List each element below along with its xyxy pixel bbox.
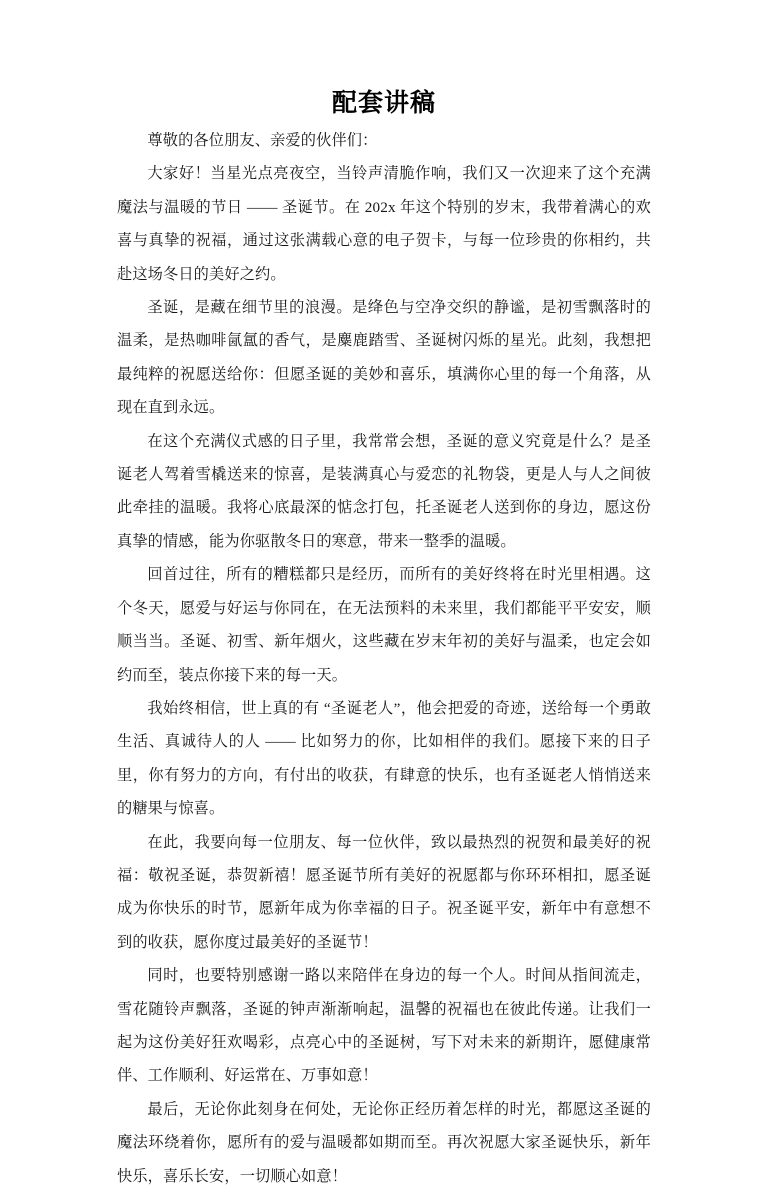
paragraph-gratitude: 同时，也要特别感谢一路以来陪伴在身边的每一个人。时间从指间流走，雪花随铃声飘落，圣诞的钟声渐渐响起，温馨的祝福也在彼此传递。让我们一起为这份美好狂欢喝彩，点亮心中的圣诞树，写下对未来的新期许，愿健康常伴、工作顺利、好运常在、万事如意！ (117, 967, 651, 1085)
paragraph-meaning: 在这个充满仪式感的日子里，我常常会想，圣诞的意义究竟是什么？是圣诞老人驾着雪橇送来的惊喜，是装满真心与爱恋的礼物袋，更是人与人之间彼此牵挂的温暖。我将心底最深的惦念打包，托圣诞老人送到你的身边，愿这份真挚的情感，能为你驱散冬日的寒意，带来一整季的温暖。 (117, 432, 651, 550)
paragraph-belief: 我始终相信，世上真的有 “圣诞老人”，他会把爱的奇迹，送给每一个勇敢生活、真诚待人的人 —— 比如努力的你，比如相伴的我们。愿接下来的日子里，你有努力的方向，有付出的收获，有肆意的快乐，也有圣诞老人悄悄送来的糖果与惊喜。 (117, 699, 651, 818)
paragraph-closing: 最后，无论你此刻身在何处，无论你正经历着怎样的时光，都愿这圣诞的魔法环绕着你，愿所有的爱与温暖都如期而至。再次祝愿大家圣诞快乐，新年快乐，喜乐长安，一切顺心如意！ (117, 1100, 651, 1185)
page-title: 配套讲稿 (331, 88, 436, 117)
paragraph-retrospect: 回首过往，所有的糟糕都只是经历，而所有的美好终将在时光里相遇。这个冬天，愿爱与好运与你同在，在无法预料的未来里，我们都能平平安安，顺顺当当。圣诞、初雪、新年烟火，这些藏在岁末年初的美好与温柔，也定会如约而至，装点你接下来的每一天。 (117, 566, 651, 684)
document-body (117, 124, 651, 1193)
paragraph-salutation: 尊敬的各位朋友、亲爱的伙伴们： (147, 132, 378, 149)
paragraph-romance: 圣诞，是藏在细节里的浪漫。是绛色与空净交织的静谧，是初雪飘落时的温柔，是热咖啡氤氲的香气，是麋鹿踏雪、圣诞树闪烁的星光。此刻，我想把最纯粹的祝愿送给你：但愿圣诞的美妙和喜乐，填满你心里的每一个角落，从现在直到永远。 (117, 299, 651, 417)
paragraph-blessing: 在此，我要向每一位朋友、每一位伙伴，致以最热烈的祝贺和最美好的祝福：敬祝圣诞，恭贺新禧！愿圣诞节所有美好的祝愿都与你环环相扣，愿圣诞成为你快乐的时节，愿新年成为你幸福的日子。祝圣诞平安，新年中有意想不到的收获，愿你度过最美好的圣诞节！ (117, 833, 651, 951)
paragraph-greeting: 大家好！当星光点亮夜空，当铃声清脆作响，我们又一次迎来了这个充满魔法与温暖的节日 —— 圣诞节。在 202x 年这个特别的岁末，我带着满心的欢喜与真挚的祝福，通过这张满载心意的电子贺卡，与每一位珍贵的你相约，共赴这场冬日的美好之约。 (117, 165, 651, 283)
